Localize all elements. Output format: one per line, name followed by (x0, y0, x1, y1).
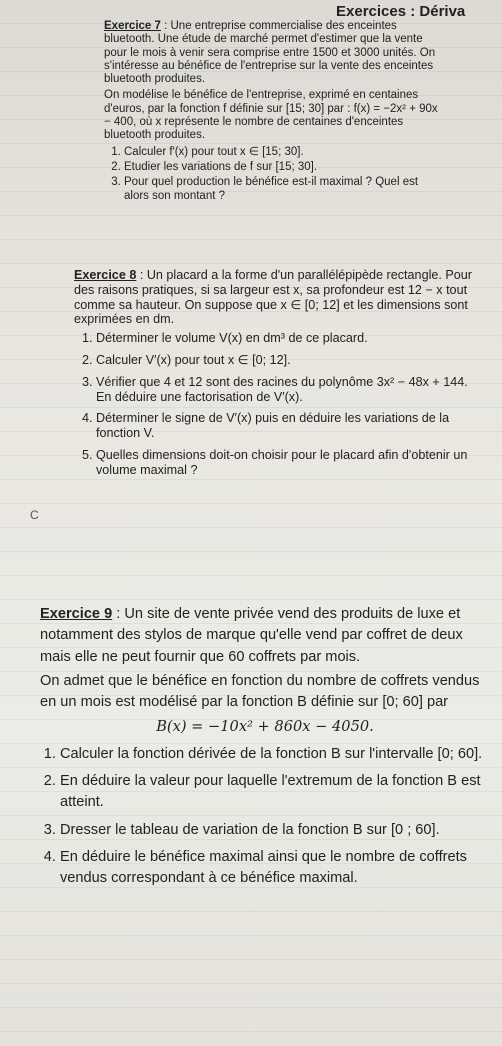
exercise-7-title: Exercice 7 (104, 20, 161, 32)
question: 4. En déduire le bénéfice maximal ainsi que le nombre de coffrets vendus correspondant à ce bénéfice maximal. (60, 847, 490, 890)
exercise-9-title: Exercice 9 (40, 606, 113, 622)
question: 4. Déterminer le signe de V′(x) puis en déduire les variations de la fonction V. (96, 411, 474, 441)
exercise-7-questions (104, 146, 444, 203)
question: 1. Calculer la fonction dérivée de la fonction B sur l'intervalle [0; 60]. (60, 744, 490, 765)
question: 3. Vérifier que 4 et 12 sont des racines du polynôme 3x² − 48x + 144. En déduire une factorisation de V′(x). (96, 375, 474, 405)
question: 2. En déduire la valeur pour laquelle l'extremum de la fonction B est atteint. (60, 771, 490, 814)
exercise-9-intro-text: : Un site de vente privée vend des produits de luxe et notamment des stylos de marque qu'elle vend par coffret de deux mais elle ne peut fournir que 60 coffrets par mois. (40, 606, 463, 665)
question: 3. Dresser le tableau de variation de la fonction B sur [0 ; 60]. (60, 820, 490, 841)
exercise-8 (74, 268, 474, 485)
question: 1. Calculer f′(x) pour tout x ∈ [15; 30]. (124, 146, 444, 159)
exercise-9-model: On admet que le bénéfice en fonction du nombre de coffrets vendus en un mois est modélisé par la fonction B définie sur [0; 60] par (40, 672, 480, 711)
exercise-8-intro-text: : Un placard a la forme d'un parallélépipède rectangle. Pour des raisons pratiques, si sa largeur est x, sa profondeur est 12 − x tout comme sa hauteur. On suppose que x ∈ [0; 12] et les dimensions sont exprimées en dm. (74, 268, 472, 327)
exercise-7-intro (104, 20, 444, 86)
exercise-8-intro (74, 268, 474, 327)
exercise-9-intro (40, 604, 490, 668)
exercise-8-title: Exercice 8 (74, 268, 137, 282)
exercise-7 (104, 20, 444, 205)
question: 5. Quelles dimensions doit-on choisir pour le placard afin d'obtenir un volume maximal ? (96, 448, 474, 478)
question: 3. Pour quel production le bénéfice est-il maximal ? Quel est alors son montant ? (124, 176, 444, 203)
exercise-9-questions (40, 744, 490, 890)
question: 1. Déterminer le volume V(x) en dm³ de ce placard. (96, 331, 474, 346)
question: 2. Calculer V′(x) pour tout x ∈ [0; 12]. (96, 353, 474, 368)
exercise-9-formula: B(x) = −10x² + 860x − 4050. (156, 718, 374, 736)
page-header: Exercices : Dériva (336, 3, 466, 20)
question: 2. Etudier les variations de f sur [15; 30]. (124, 161, 444, 174)
exercise-7-intro-text: : Une entreprise commercialise des enceintes bluetooth. Une étude de marché permet d'estimer que la vente pour le mois à venir sera comprise entre 1500 et 3000 unités. On s'intéresse au bénéfice de l'entreprise sur la vente des enceintes bluetooth produites. (104, 20, 436, 86)
exercise-9 (40, 604, 490, 896)
margin-mark: C (30, 508, 39, 522)
exercise-8-questions (74, 331, 474, 477)
exercise-7-model: On modélise le bénéfice de l'entreprise, exprimé en centaines d'euros, par la fonction f définie sur [15; 30] par : f(x) = −2x² + 90x − 400, où x représente le nombre de centaines d'enceintes bluetooth produites. (104, 89, 438, 142)
